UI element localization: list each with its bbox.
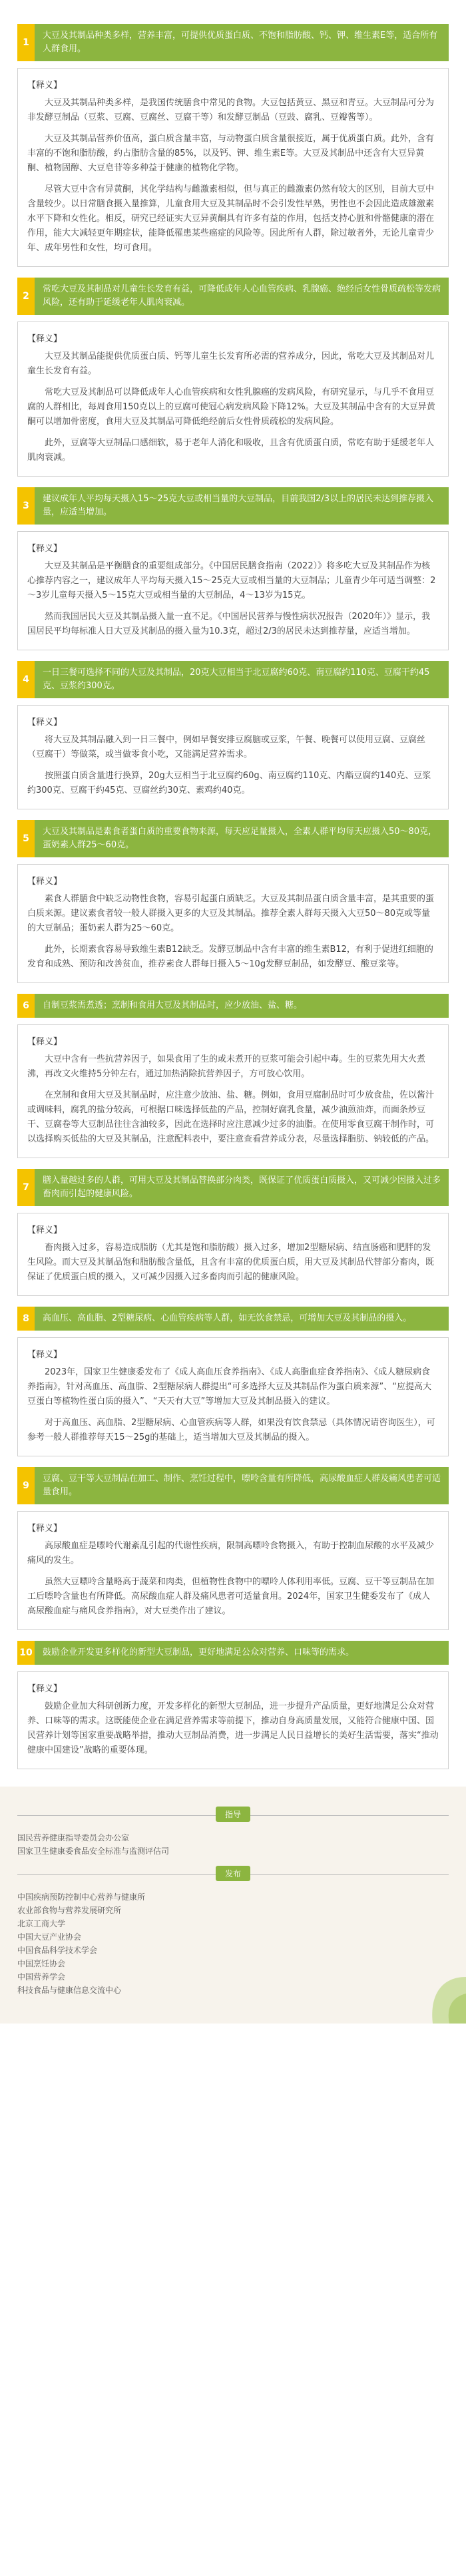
explanation-paragraph: 大豆及其制品是平衡膳食的重要组成部分。《中国居民膳食指南（2022）》将多吃大豆及其制品作为核心推荐内容之一，建议成年人平均每天摄入15～25克大豆或相当量的大豆制品；儿童青少年可适当调整：2～3岁儿童每天摄入5～15克大豆或相当量的大豆制品，4～13岁为15克。	[27, 561, 436, 600]
key-point-banner	[17, 1467, 449, 1504]
explanation-box	[17, 864, 449, 983]
point-number: 7	[17, 1169, 35, 1206]
publish-label: 发布	[216, 1866, 250, 1881]
divider-right	[250, 1815, 449, 1816]
point-text: 大豆及其制品是素食者蛋白质的重要食物来源，每天应足量摄入，全素人群平均每天应摄入50～80克，蛋奶素人群25～60克。	[35, 820, 449, 857]
org-name: 国家卫生健康委食品安全标准与监测评估司	[17, 1846, 170, 1856]
guide-label: 指导	[216, 1807, 250, 1822]
explanation-box	[17, 1213, 449, 1296]
divider-left	[17, 1874, 216, 1875]
footer	[0, 1787, 466, 2024]
explanation-label: 【释义】	[27, 877, 63, 887]
explanation-paragraph: 虽然大豆嘌呤含量略高于蔬菜和肉类，但植物性食物中的嘌呤人体利用率低。豆腐、豆干等豆制品在加工后嘌呤含量也有所降低。高尿酸血症人群及痛风患者可适量食用。2024年，国家卫生健委发布了《成人高尿酸血症与痛风食养指南》，对大豆类作出了建议。	[27, 1577, 435, 1616]
org-name: 中国食品科学技术学会	[17, 1946, 98, 1955]
divider-left	[17, 1815, 216, 1816]
explanation-paragraph: 尽管大豆中含有异黄酮，其化学结构与雌激素相似，但与真正的雌激素仍然有较大的区别，目前大豆中含量较少。以日常膳食摄入量推算，儿童食用大豆及其制品时不会引发性早熟，男性也不会因此造成雄激素水平下降和女性化。相反，研究已经证实大豆异黄酮具有许多有益的作用，包括支持心脏和骨骼健康的潜在作用，能大大减轻更年期症状，能降低罹患某些癌症的风险等。因此所有人群，除过敏者外，无论儿童青少年、成年男性和女性，均可食用。	[27, 184, 435, 253]
explanation-box	[17, 1024, 449, 1158]
point-text: 一日三餐可选择不同的大豆及其制品，20克大豆相当于北豆腐约60克、南豆腐约110克、豆腐干约45克、豆浆约300克。	[35, 661, 449, 698]
org-name: 农业部食物与营养发展研究所	[17, 1906, 122, 1915]
point-number: 5	[17, 820, 35, 857]
explanation-paragraph: 常吃大豆及其制品可以降低成年人心血管疾病和女性乳腺癌的发病风险，有研究显示，与几乎不食用豆腐的人群相比，每周食用150克以上的豆腐可使冠心病发病风险下降12%。大豆及其制品中含有的大豆异黄酮可以增加骨密度，食用大豆及其制品可降低绝经前后女性骨质疏松的发病风险。	[27, 387, 435, 427]
key-point-banner	[17, 487, 449, 525]
explanation-box	[17, 531, 449, 650]
explanation-label: 【释义】	[27, 718, 63, 728]
org-name: 中国大豆产业协会	[17, 1932, 82, 1942]
publish-org-list	[17, 1890, 449, 1997]
explanation-paragraph: 素食人群膳食中缺乏动物性食物，容易引起蛋白质缺乏。大豆及其制品蛋白质含量丰富，是其重要的蛋白质来源。建议素食者较一般人群摄入更多的大豆及其制品。推荐全素人群每天摄入大豆50～80克或等量的大豆制品；蛋奶素人群为25～60克。	[27, 894, 435, 933]
org-name: 国民营养健康指导委员会办公室	[17, 1833, 130, 1842]
explanation-box	[17, 705, 449, 809]
explanation-paragraph: 此外，豆腐等大豆制品口感细软，易于老年人消化和吸收，且含有优质蛋白质，常吃有助于延缓老年人肌肉衰减。	[27, 438, 435, 463]
publish-header	[17, 1863, 449, 1886]
explanation-box	[17, 1337, 449, 1456]
explanation-label: 【释义】	[27, 81, 63, 91]
explanation-box	[17, 1511, 449, 1630]
point-text: 建议成年人平均每天摄入15～25克大豆或相当量的大豆制品，目前我国2/3以上的居民未达到推荐摄入量，应适当增加。	[35, 487, 449, 525]
point-text: 鼓励企业开发更多样化的新型大豆制品，更好地满足公众对营养、口味等的需求。	[35, 1641, 449, 1665]
key-point-banner	[17, 820, 449, 857]
explanation-paragraph: 大豆中含有一些抗营养因子，如果食用了生的或未煮开的豆浆可能会引起中毒。生的豆浆先用大火煮沸，再改文火维持5分钟左右，通过加热消除抗营养因子，方可放心饮用。	[27, 1054, 426, 1079]
explanation-paragraph: 大豆及其制品营养价值高，蛋白质含量丰富，与动物蛋白质含量很接近，属于优质蛋白质。此外，含有丰富的不饱和脂肪酸，约占脂肪含量的85%，以及钙、钾、维生素E等。大豆及其制品中还含有大豆异黄酮、植物固醇、大豆皂苷等多种益于健康的植物化学物。	[27, 134, 435, 173]
explanation-paragraph: 畜肉摄入过多，容易造成脂肪（尤其是饱和脂肪酸）摄入过多，增加2型糖尿病、结直肠癌和肥胖的发生风险。而大豆及其制品饱和脂肪酸含量低，且含有丰富的优质蛋白质，用大豆及其制品代替部分畜肉，既保证了优质蛋白质的摄入，又可减少因摄入过多畜肉而引起的健康风险。	[27, 1243, 435, 1282]
point-text: 高血压、高血脂、2型糖尿病、心血管疾病等人群，如无饮食禁忌，可增加大豆及其制品的摄入。	[35, 1307, 449, 1331]
point-number: 3	[17, 487, 35, 525]
explanation-paragraph: 然而我国居民大豆及其制品摄入量一直不足。《中国居民营养与慢性病状况报告（2020年）》显示，我国居民平均每标准人日大豆及其制品的摄入量为10.3克，超过2/3的居民未达到推荐量，应适当增加。	[27, 612, 431, 636]
key-point-banner	[17, 1641, 449, 1665]
point-text: 常吃大豆及其制品对儿童生长发育有益，可降低成年人心血管疾病、乳腺癌、绝经后女性骨质疏松等发病风险，还有助于延缓老年人肌肉衰减。	[35, 278, 449, 315]
explanation-paragraph: 2023年，国家卫生健康委发布了《成人高血压食养指南》、《成人高脂血症食养指南》、《成人糖尿病食养指南》，针对高血压、高血脂、2型糖尿病人群提出“可多选择大豆及其制品作为蛋白质来源”、“应提高大豆蛋白等植物性蛋白质的摄入”、“天天有大豆”等增加大豆及其制品摄入的建议。	[27, 1367, 431, 1406]
explanation-box	[17, 1671, 449, 1769]
divider-right	[250, 1874, 449, 1875]
explanation-paragraph: 大豆及其制品种类多样，是我国传统膳食中常见的食物。大豆包括黄豆、黑豆和青豆。大豆制品可分为非发酵豆制品（豆浆、豆腐、豆腐丝、豆腐干等）和发酵豆制品（豆豉、腐乳、豆瓣酱等）。	[27, 98, 435, 122]
guide-header	[17, 1804, 449, 1827]
org-name: 科技食品与健康信息交流中心	[17, 1986, 122, 1995]
point-number: 6	[17, 994, 35, 1018]
point-text: 豆腐、豆干等大豆制品在加工、制作、烹饪过程中，嘌呤含量有所降低，高尿酸血症人群及痛风患者可适量食用。	[35, 1467, 449, 1504]
key-point-banner	[17, 1307, 449, 1331]
guide-org-list	[17, 1831, 449, 1858]
point-text: 大豆及其制品种类多样，营养丰富，可提供优质蛋白质、不饱和脂肪酸、钙、钾、维生素E等，适合所有人群食用。	[35, 24, 449, 61]
explanation-paragraph: 此外，长期素食容易导致维生素B12缺乏。发酵豆制品中含有丰富的维生素B12，有利于促进红细胞的发育和成熟、预防和改善贫血，推荐素食人群每日摄入5～10g发酵豆制品，如发酵豆、酸豆浆等。	[27, 945, 433, 969]
org-name: 中国营养学会	[17, 1972, 66, 1982]
explanation-paragraph: 按照蛋白质含量进行换算，20g大豆相当于北豆腐约60g、南豆腐约110克、内酯豆腐约140克、豆浆约300克、豆腐干约45克、豆腐丝约30克、素鸡约40克。	[27, 771, 431, 795]
point-number: 10	[17, 1641, 35, 1665]
key-point-banner	[17, 994, 449, 1018]
point-number: 4	[17, 661, 35, 698]
explanation-paragraph: 在烹制和食用大豆及其制品时，应注意少放油、盐、糖。例如，食用豆腐制品时可少放食盐，佐以酱汁或调味料，腐乳的盐分较高，可根据口味选择低盐的产品，控制好腐乳食量，减少油煎油炸，而面条炒豆干、豆腐卷等大豆制品往往含油较多，因此在选择时应注意减少过多的油脂。在使用零食豆腐干制作时，可以选择购买低盐的大豆及其制品，注意配料表中，要注意查看营养成分表，尽量选择脂肪、钠较低的产品。	[27, 1090, 435, 1144]
explanation-paragraph: 鼓励企业加大科研创新力度，开发多样化的新型大豆制品，进一步提升产品质量，更好地满足公众对营养、口味等的需求。这既能使企业在满足营养需求等前提下，推动自身高质量发展，又能符合健康中国、国民营养计划等国家重要战略举措，推动大豆制品消费，进一步满足人民日益增长的美好生活需要，落实“推动健康中国建设”战略的重要体现。	[27, 1701, 439, 1755]
explanation-label: 【释义】	[27, 1524, 63, 1534]
leaf-decoration-icon	[406, 1970, 466, 2024]
explanation-label: 【释义】	[27, 1684, 63, 1694]
explanation-paragraph: 高尿酸血症是嘌呤代谢紊乱引起的代谢性疾病，限制高嘌呤食物摄入，有助于控制血尿酸的水平及减少痛风的发生。	[27, 1541, 435, 1566]
explanation-paragraph: 将大豆及其制品融入到一日三餐中，例如早餐安排豆腐脑或豆浆，午餐、晚餐可以使用豆腐、豆腐丝（豆腐干）等做菜，或当做零食小吃，又能满足营养需求。	[27, 735, 426, 759]
key-point-banner	[17, 24, 449, 61]
explanation-paragraph: 对于高血压、高血脂、2型糖尿病、心血管疾病等人群，如果没有饮食禁忌（具体情况请咨询医生），可参考一般人群推荐每天15～25g的基础上，适当增加大豆及其制品的摄入。	[27, 1418, 435, 1442]
explanation-paragraph: 大豆及其制品能提供优质蛋白质、钙等儿童生长发育所必需的营养成分，因此，常吃大豆及其制品对儿童生长发育有益。	[27, 351, 435, 376]
explanation-box	[17, 68, 449, 267]
point-number: 8	[17, 1307, 35, 1331]
key-point-banner	[17, 661, 449, 698]
key-point-banner	[17, 1169, 449, 1206]
explanation-label: 【释义】	[27, 544, 63, 554]
point-text: 膳入量越过多的人群，可用大豆及其制品替换部分肉类，既保证了优质蛋白质摄入，又可减少因摄入过多畜肉而引起的健康风险。	[35, 1169, 449, 1206]
explanation-label: 【释义】	[27, 334, 63, 344]
org-name: 中国烹饪协会	[17, 1959, 66, 1968]
explanation-label: 【释义】	[27, 1350, 63, 1360]
org-name: 中国疾病预防控制中心营养与健康所	[17, 1892, 146, 1902]
explanation-label: 【释义】	[27, 1037, 63, 1047]
point-number: 2	[17, 278, 35, 315]
point-number: 9	[17, 1467, 35, 1504]
explanation-box	[17, 322, 449, 477]
point-text: 自制豆浆需煮透；烹制和食用大豆及其制品时，应少放油、盐、糖。	[35, 994, 449, 1018]
key-point-banner	[17, 278, 449, 315]
point-number: 1	[17, 24, 35, 61]
org-name: 北京工商大学	[17, 1919, 66, 1928]
explanation-label: 【释义】	[27, 1225, 63, 1235]
